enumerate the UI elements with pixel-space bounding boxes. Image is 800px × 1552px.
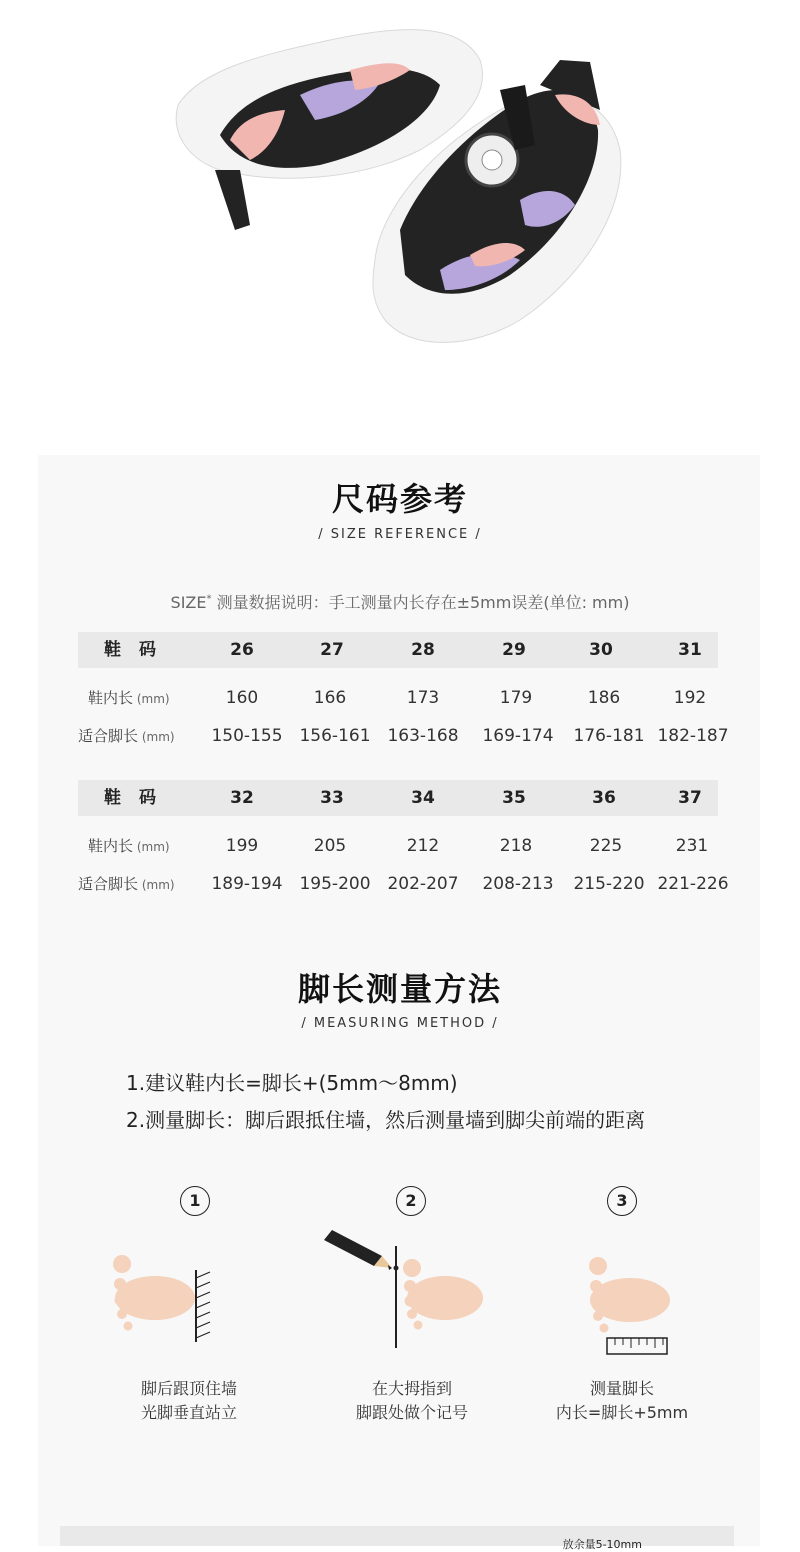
unit-text: (mm) bbox=[138, 878, 175, 892]
inner-length-row-1 bbox=[78, 680, 738, 716]
inner-length-cell: 186 bbox=[587, 688, 621, 708]
measurement-note bbox=[0, 590, 800, 613]
caption-line: 在大拇指到 bbox=[371, 1379, 452, 1398]
step-1-caption bbox=[89, 1377, 289, 1425]
size-reference-subtitle: / SIZE REFERENCE / bbox=[318, 527, 482, 542]
inner-length-cell: 192 bbox=[673, 688, 707, 708]
step-1-text: 1.建议鞋内长=脚长+(5mm～8mm) bbox=[126, 1071, 458, 1095]
foot-length-label bbox=[78, 718, 175, 754]
inner-length-cell: 199 bbox=[225, 836, 259, 856]
note-prefix: SIZE bbox=[170, 593, 207, 612]
inner-length-text: 鞋内长 bbox=[88, 837, 134, 855]
foot-length-text: 适合脚长 bbox=[78, 875, 139, 893]
size-header-row-2 bbox=[78, 780, 718, 816]
bottom-bar bbox=[60, 1526, 734, 1551]
inner-length-text: 鞋内长 bbox=[88, 689, 134, 707]
foot-length-cell: 202-207 bbox=[387, 874, 459, 894]
caption-line: 测量脚长 bbox=[589, 1379, 654, 1398]
foot-length-cell: 156-161 bbox=[299, 726, 371, 746]
size-cell: 26 bbox=[230, 640, 254, 660]
foot-length-cell: 195-200 bbox=[299, 874, 371, 894]
size-cell: 34 bbox=[411, 788, 435, 808]
caption-line: 内长=脚长+5mm bbox=[555, 1403, 689, 1422]
inner-length-cell: 205 bbox=[313, 836, 347, 856]
note-text: 测量数据说明：手工测量内长存在±5mm误差(单位: mm) bbox=[211, 593, 630, 612]
size-cell: 32 bbox=[230, 788, 254, 808]
inner-length-cell: 173 bbox=[406, 688, 440, 708]
foot-length-cell: 189-194 bbox=[211, 874, 283, 894]
foot-length-cell: 215-220 bbox=[573, 874, 645, 894]
size-cell: 31 bbox=[678, 640, 702, 660]
size-cell: 36 bbox=[592, 788, 616, 808]
foot-length-cell: 163-168 bbox=[387, 726, 459, 746]
pencil-mark-icon bbox=[320, 1228, 490, 1353]
step-3-caption bbox=[522, 1377, 722, 1425]
ruler-icon bbox=[580, 1252, 680, 1362]
size-cell: 29 bbox=[502, 640, 526, 660]
caption-line: 脚后跟顶住墙 bbox=[140, 1379, 237, 1398]
foot-length-label bbox=[78, 866, 175, 902]
product-image bbox=[0, 0, 800, 440]
size-reference-title: 尺码参考 bbox=[331, 480, 468, 518]
size-header-row-1 bbox=[78, 632, 718, 668]
foot-length-cell: 221-226 bbox=[657, 874, 729, 894]
size-header-label: 鞋 码 bbox=[104, 640, 162, 660]
step-number-2: 2 bbox=[396, 1186, 426, 1216]
inner-length-label bbox=[88, 828, 170, 864]
foot-length-row-2 bbox=[78, 866, 738, 902]
inner-length-cell: 160 bbox=[225, 688, 259, 708]
inner-length-cell: 166 bbox=[313, 688, 347, 708]
size-cell: 33 bbox=[320, 788, 344, 808]
size-cell: 27 bbox=[320, 640, 344, 660]
foot-length-row-1 bbox=[78, 718, 738, 754]
inner-length-cell: 212 bbox=[406, 836, 440, 856]
step-2-caption bbox=[312, 1377, 512, 1425]
step-number-1: 1 bbox=[180, 1186, 210, 1216]
caption-line: 光脚垂直站立 bbox=[140, 1403, 237, 1422]
measuring-method-title: 脚长测量方法 bbox=[297, 970, 502, 1008]
unit-text: (mm) bbox=[138, 730, 175, 744]
inner-length-cell: 179 bbox=[499, 688, 533, 708]
inner-length-cell: 225 bbox=[589, 836, 623, 856]
bottom-bar-text: 放余量5-10mm bbox=[562, 1538, 642, 1551]
foot-length-cell: 176-181 bbox=[573, 726, 645, 746]
size-header-label: 鞋 码 bbox=[104, 788, 162, 808]
caption-line: 脚跟处做个记号 bbox=[355, 1403, 468, 1422]
foot-length-cell: 150-155 bbox=[211, 726, 283, 746]
step-number-3: 3 bbox=[607, 1186, 637, 1216]
sneakers-illustration bbox=[0, 0, 800, 440]
measuring-method-subtitle: / MEASURING METHOD / bbox=[301, 1016, 499, 1031]
foot-length-text: 适合脚长 bbox=[78, 727, 139, 745]
inner-length-label bbox=[88, 680, 170, 716]
inner-length-cell: 231 bbox=[675, 836, 709, 856]
size-cell: 35 bbox=[502, 788, 526, 808]
note-star: * bbox=[206, 593, 212, 605]
foot-length-cell: 208-213 bbox=[482, 874, 554, 894]
size-cell: 30 bbox=[589, 640, 613, 660]
size-cell: 28 bbox=[411, 640, 435, 660]
unit-text: (mm) bbox=[133, 692, 170, 706]
inner-length-row-2 bbox=[78, 828, 738, 864]
size-cell: 37 bbox=[678, 788, 702, 808]
step-2-text: 2.测量脚长：脚后跟抵住墙，然后测量墙到脚尖前端的距离 bbox=[126, 1108, 646, 1132]
inner-length-cell: 218 bbox=[499, 836, 533, 856]
unit-text: (mm) bbox=[133, 840, 170, 854]
foot-length-cell: 169-174 bbox=[482, 726, 554, 746]
foot-length-cell: 182-187 bbox=[657, 726, 729, 746]
foot-wall-icon bbox=[100, 1250, 230, 1350]
